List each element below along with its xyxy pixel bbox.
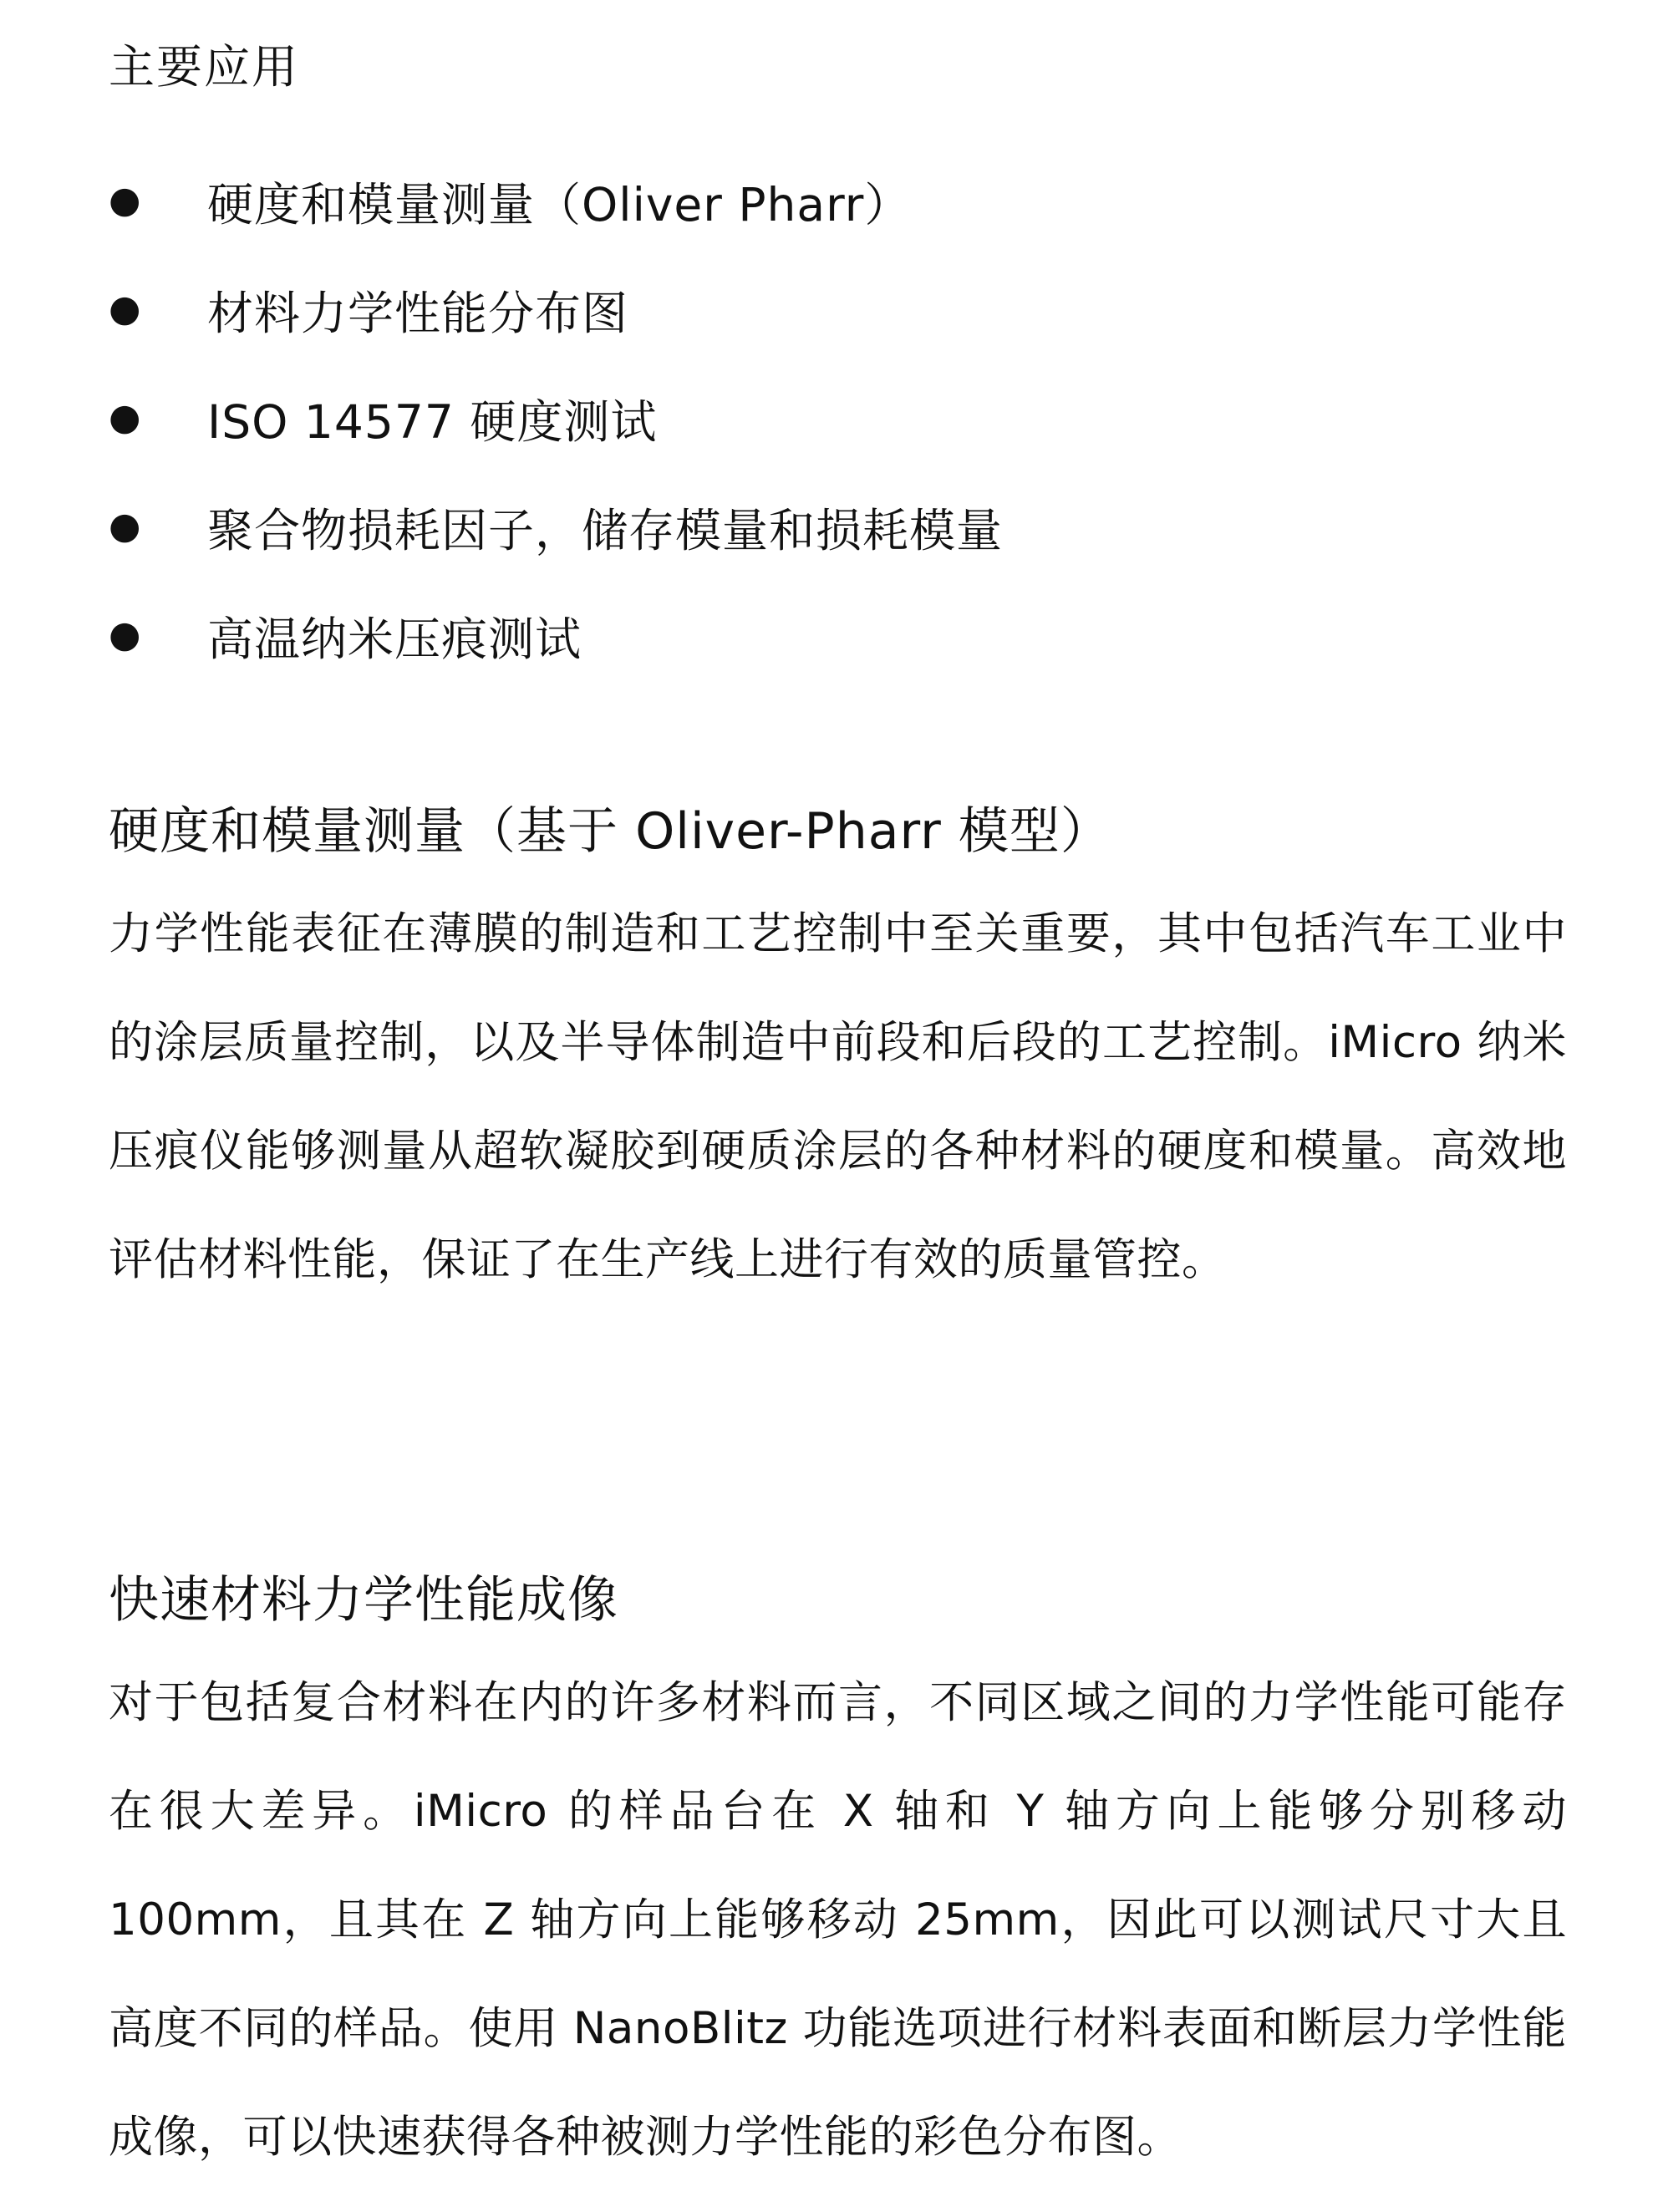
section-body: 力学性能表征在薄膜的制造和工艺控制中至关重要，其中包括汽车工业中的涂层质量控制，以及半导体制造中前段和后段的工艺控制。iMicro 纳米压痕仪能够测量从超软凝胶到硬质涂层的各种材料的硬度和模量。高效地评估材料性能，保证了在生产线上进行有效的质量管控。: [109, 908, 1567, 1285]
section-body: 对于包括复合材料在内的许多材料而言，不同区域之间的力学性能可能存在很大差异。iMicro 的样品台在 X 轴和 Y 轴方向上能够分别移动 100mm，且其在 Z 轴方向上能够移动 25mm，因此可以测试尺寸大且高度不同的样品。使用 NanoBlitz 功能选项进行材料表面和断层力学性能成像，可以快速获得各种被测力学性能的彩色分布图。: [109, 1677, 1567, 2163]
bullet-icon: ●: [109, 396, 141, 439]
document-title: 主要应用: [109, 40, 300, 94]
list-item-text: ISO 14577 硬度测试: [207, 394, 658, 449]
list-item: [109, 255, 1003, 364]
list-item-text: 材料力学性能分布图: [207, 286, 629, 340]
list-item-text: 聚合物损耗因子，储存模量和损耗模量: [207, 503, 1004, 557]
list-item: [109, 146, 1003, 255]
section-mechanical-imaging: [109, 1559, 1567, 2192]
list-item: [109, 581, 1003, 689]
list-item-text: 硬度和模量测量（Oliver Pharr）: [207, 177, 912, 231]
bullet-icon: ●: [109, 613, 141, 656]
section-heading: 硬度和模量测量（基于 Oliver-Pharr 模型）: [109, 802, 1111, 861]
list-item: [109, 472, 1003, 581]
section-hardness-modulus: [109, 790, 1567, 1314]
bullet-icon: ●: [109, 287, 141, 330]
list-item-text: 高温纳米压痕测试: [207, 612, 582, 666]
bullet-icon: ●: [109, 505, 141, 547]
section-heading: 快速材料力学性能成像: [109, 1571, 618, 1630]
applications-list: [109, 146, 1003, 689]
list-item: [109, 364, 1003, 472]
bullet-icon: ●: [109, 179, 141, 221]
